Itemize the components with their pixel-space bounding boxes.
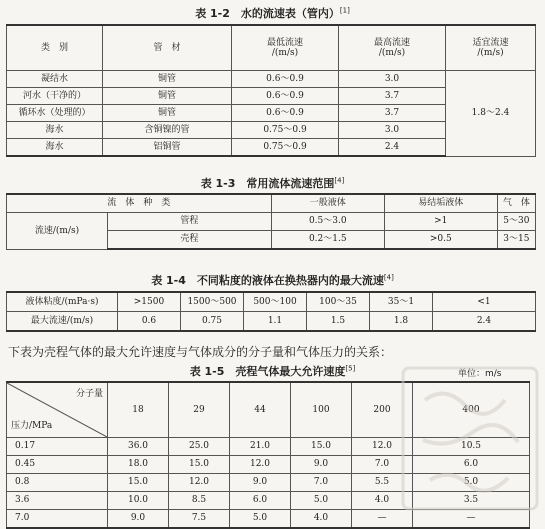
cell: 12.0 [230, 456, 291, 474]
corner-bottom-label: 压力/MPa [11, 420, 53, 431]
cell: 3.7 [339, 105, 446, 122]
cell: 壳程 [108, 231, 272, 250]
column-header: 18 [108, 382, 169, 438]
cell: 9.0 [291, 456, 352, 474]
pressure-cell: 0.17 [7, 438, 108, 456]
cell: 500～100 [244, 292, 307, 312]
cell: 7.5 [169, 510, 230, 529]
pressure-cell: 0.8 [7, 474, 108, 492]
cell: 5.0 [291, 492, 352, 510]
cell: 15.0 [169, 456, 230, 474]
water-velocity-table [6, 24, 536, 157]
cell: 4.0 [352, 492, 413, 510]
column-header: 400 [413, 382, 530, 438]
column-header: 200 [352, 382, 413, 438]
header-fluid-type: 流 体 种 类 [7, 194, 272, 213]
cell: 铜管 [103, 71, 232, 88]
cell: 凝结水 [7, 71, 103, 88]
cell: 4.0 [291, 510, 352, 529]
pressure-cell: 3.6 [7, 492, 108, 510]
cell: 7.0 [291, 474, 352, 492]
cell: 管程 [108, 213, 272, 231]
table-row [7, 292, 536, 312]
cell: 0.75～0.9 [232, 139, 339, 157]
table3-ref: [4] [383, 273, 394, 282]
table2-ref: [4] [334, 176, 345, 185]
header-suitable-velocity: 适宜流速 /(m/s) [446, 25, 536, 71]
cell: 35～1 [370, 292, 433, 312]
cell: >0.5 [384, 231, 497, 250]
cell: 循环水（处理的） [7, 105, 103, 122]
header-material: 管 材 [103, 25, 232, 71]
cell: 2.4 [433, 312, 536, 332]
table3-caption-text: 表 1-4 不同粘度的液体在换热器内的最大流速 [151, 274, 384, 287]
table4-caption-text: 表 1-5 壳程气体最大允许速度 [189, 365, 346, 378]
cell: 1500～500 [181, 292, 244, 312]
viscosity-max-velocity-table [6, 291, 536, 332]
corner-top-label: 分子量 [75, 389, 103, 399]
cell: 25.0 [169, 438, 230, 456]
cell: >1500 [118, 292, 181, 312]
cell: 5.0 [413, 474, 530, 492]
cell: >1 [384, 213, 497, 231]
cell: 铝铜管 [103, 139, 232, 157]
header-max-velocity: 最高流速 /(m/s) [339, 25, 446, 71]
cell: 12.0 [352, 438, 413, 456]
cell: 21.0 [230, 438, 291, 456]
cell: 3.0 [339, 122, 446, 139]
cell: 0.75 [181, 312, 244, 332]
cell: 5.5 [352, 474, 413, 492]
header-category: 类 别 [7, 25, 103, 71]
column-header: 100 [291, 382, 352, 438]
cell: 含铜镍的管 [103, 122, 232, 139]
cell: 12.0 [169, 474, 230, 492]
table1-ref: [1] [339, 6, 350, 15]
cell: 0.6～0.9 [232, 88, 339, 105]
table-row [7, 71, 536, 88]
cell: 1.1 [244, 312, 307, 332]
cell: — [413, 510, 530, 529]
watermark-seal-icon [395, 360, 545, 517]
cell: 9.0 [108, 510, 169, 529]
table-row [7, 312, 536, 332]
cell: 液体粘度/(mPa·s) [7, 292, 118, 312]
cell: 3.0 [339, 71, 446, 88]
cell: 10.0 [108, 492, 169, 510]
velocity-row-label: 流速/(m/s) [7, 213, 108, 250]
fluid-velocity-range-table [6, 193, 536, 250]
table1-caption [0, 5, 545, 21]
cell: 10.5 [413, 438, 530, 456]
table4-ref: [5] [345, 364, 356, 373]
table1-caption-text: 表 1-2 水的流速表（管内） [195, 7, 340, 20]
cell: 36.0 [108, 438, 169, 456]
cell: 0.2～1.5 [271, 231, 384, 250]
table2-caption-text: 表 1-3 常用流体流速范围 [200, 177, 335, 190]
header-scaling-liquid: 易结垢液体 [384, 194, 497, 213]
cell: <1 [433, 292, 536, 312]
cell: 3.7 [339, 88, 446, 105]
header-general-liquid: 一般液体 [271, 194, 384, 213]
cell: 海水 [7, 139, 103, 157]
corner-header-cell [7, 382, 108, 438]
suitable-velocity-cell: 1.8～2.4 [446, 71, 536, 157]
header-min-velocity: 最低流速 /(m/s) [232, 25, 339, 71]
cell: 8.5 [169, 492, 230, 510]
cell: 0.75～0.9 [232, 122, 339, 139]
table-header-row [7, 25, 536, 71]
cell: 最大流速/(m/s) [7, 312, 118, 332]
pressure-cell: 0.45 [7, 456, 108, 474]
unit-label: 单位：m/s [458, 369, 502, 379]
table-header-row [7, 194, 536, 213]
cell: 0.6 [118, 312, 181, 332]
cell: 铜管 [103, 105, 232, 122]
cell: 海水 [7, 122, 103, 139]
cell: 100～35 [307, 292, 370, 312]
cell: 河水（干净的） [7, 88, 103, 105]
cell: 0.5～3.0 [271, 213, 384, 231]
column-header: 44 [230, 382, 291, 438]
cell: 3.5 [413, 492, 530, 510]
cell: 5.0 [230, 510, 291, 529]
cell: 6.0 [413, 456, 530, 474]
cell: 0.6～0.9 [232, 71, 339, 88]
cell: 3～15 [497, 231, 535, 250]
cell: 1.5 [307, 312, 370, 332]
cell: 7.0 [352, 456, 413, 474]
cell: 15.0 [291, 438, 352, 456]
cell: 0.6～0.9 [232, 105, 339, 122]
cell: 18.0 [108, 456, 169, 474]
intro-sentence: 下表为壳程气体的最大允许速度与气体成分的分子量和气体压力的关系： [8, 345, 393, 359]
cell: — [352, 510, 413, 529]
pressure-cell: 7.0 [7, 510, 108, 529]
cell: 2.4 [339, 139, 446, 157]
cell: 1.8 [370, 312, 433, 332]
cell: 9.0 [230, 474, 291, 492]
cell: 15.0 [108, 474, 169, 492]
cell: 6.0 [230, 492, 291, 510]
table-row [7, 213, 536, 231]
header-gas: 气 体 [497, 194, 535, 213]
column-header: 29 [169, 382, 230, 438]
table2-caption [0, 175, 545, 191]
cell: 铜管 [103, 88, 232, 105]
table3-caption [0, 272, 545, 288]
cell: 5～30 [497, 213, 535, 231]
